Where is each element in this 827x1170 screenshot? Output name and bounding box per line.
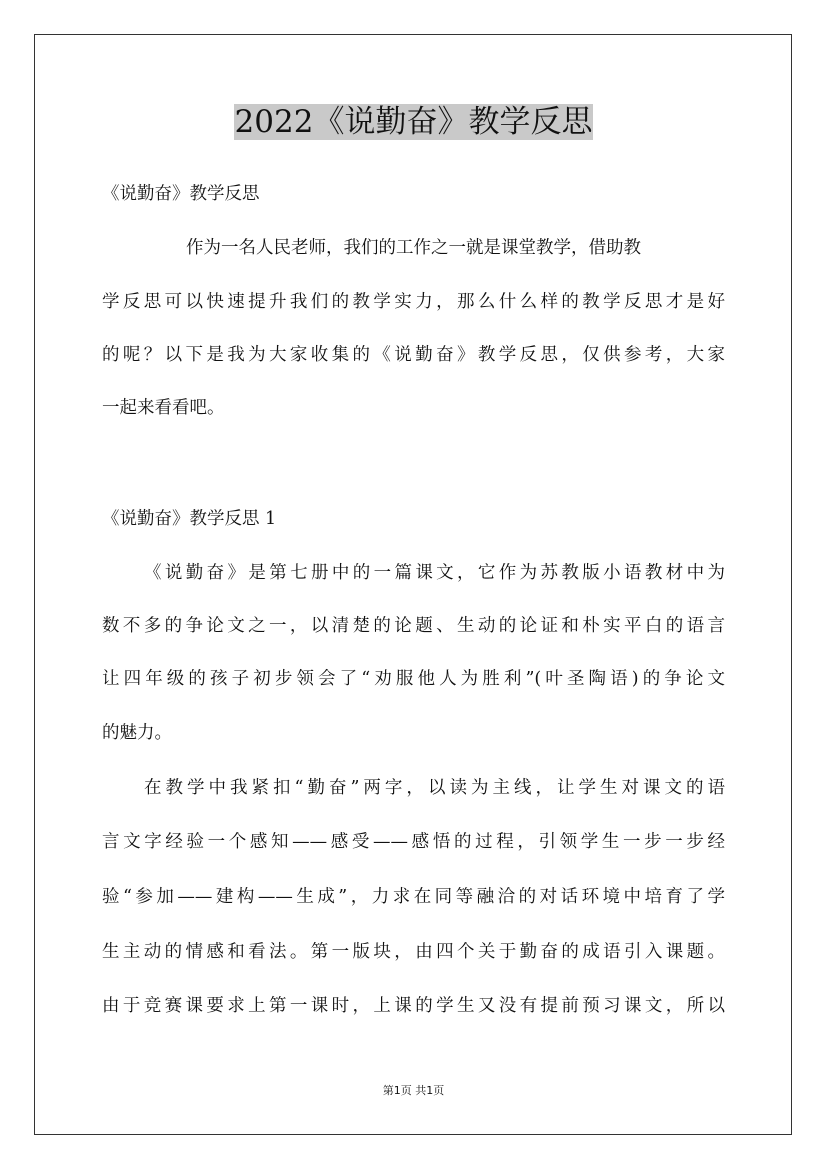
- paragraph-line: 言文字经验一个感知——感受——感悟的过程，引领学生一步一步经: [102, 832, 725, 852]
- intro-line: 的呢？以下是我为大家收集的《说勤奋》教学反思，仅供参考，大家: [102, 345, 725, 365]
- page-number-footer: 第1页 共1页: [382, 1084, 445, 1097]
- paragraph-line: 生主动的情感和看法。第一版块，由四个关于勤奋的成语引入课题。: [102, 942, 725, 962]
- intro-line: 学反思可以快速提升我们的教学实力，那么什么样的教学反思才是好: [102, 292, 725, 312]
- section-heading: 《说勤奋》教学反思 1: [102, 509, 277, 529]
- paragraph-line: 《说勤奋》是第七册中的一篇课文，它作为苏教版小语教材中为: [144, 563, 725, 583]
- document-title: 2022《说勤奋》教学反思: [234, 104, 593, 140]
- document-subtitle: 《说勤奋》教学反思: [102, 184, 260, 204]
- paragraph-line: 在教学中我紧扣“勤奋”两字，以读为主线，让学生对课文的语: [144, 778, 725, 798]
- paragraph-line: 的魅力。: [102, 723, 172, 743]
- intro-line: 一起来看看吧。: [102, 398, 225, 418]
- paragraph-line: 让四年级的孩子初步领会了“劝服他人为胜利”(叶圣陶语)的争论文: [102, 669, 725, 689]
- paragraph-line: 由于竞赛课要求上第一课时，上课的学生又没有提前预习课文，所以: [102, 996, 725, 1016]
- paragraph-line: 验“参加——建构——生成”，力求在同等融洽的对话环境中培育了学: [102, 887, 725, 907]
- paragraph-line: 数不多的争论文之一，以清楚的论题、生动的论证和朴实平白的语言: [102, 616, 725, 636]
- intro-line: 作为一名人民老师，我们的工作之一就是课堂教学，借助教: [186, 238, 641, 258]
